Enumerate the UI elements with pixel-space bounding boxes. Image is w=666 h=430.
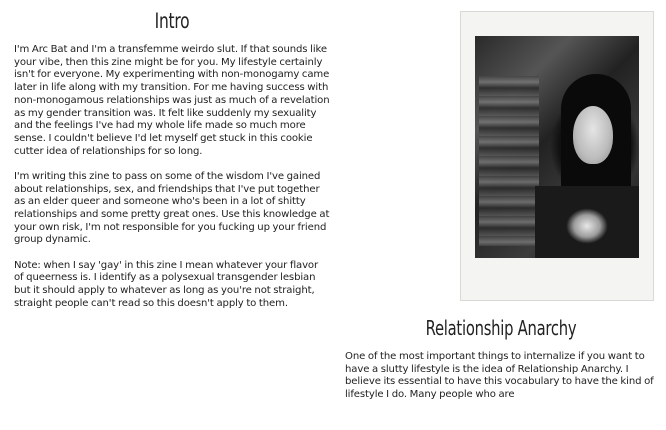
photo-shirt	[535, 186, 639, 258]
relationship-anarchy-section	[345, 315, 657, 402]
relationship-anarchy-paragraph: One of the most important things to internalize if you want to have a slutty lifestyle is the idea of Relationship Anarchy. I believe its essential to have this vocabulary to have the kind of lifestyle I do. Many people who are	[345, 351, 654, 401]
relationship-anarchy-title: Relationship Anarchy	[425, 316, 577, 340]
intro-paragraph-2: I'm writing this zine to pass on some of the wisdom I've gained about relationships, sex, and friendships that I've put together as an elder queer and someone who's been in a lot of shitty relationships and some pretty great ones. Use this knowledge at your own risk, I'm not responsible for you fucking up your friend group dynamic.	[14, 170, 330, 246]
intro-paragraph-3: Note: when I say 'gay' in this zine I mean whatever your flavor of queerness is. I identify as a polysexual transgender lesbian but it should apply to whatever as long as you're not straight, straight people can't read so this doesn't apply to them.	[14, 259, 319, 309]
photo-face	[573, 106, 613, 164]
polaroid-frame	[460, 11, 654, 301]
intro-paragraph-1: I'm Arc Bat and I'm a transfemme weirdo slut. If that sounds like your vibe, then this zine might be for you. My lifestyle certainly isn't for everyone. My experimenting with non-monogamy came later in life along with my transition. For me having success with non-monogamous relationships was just as much of a revelation as my gender transition was. It felt like suddenly my sexuality and the feelings I've had my whole life made so much more sense. I couldn't believe I'd let myself get stuck in this cookie cutter idea of relationships for so long.	[14, 44, 330, 157]
intro-title: Intro	[154, 9, 190, 33]
intro-section	[14, 8, 330, 323]
portrait-photo	[475, 36, 639, 258]
photo-background-shelf	[479, 76, 539, 246]
